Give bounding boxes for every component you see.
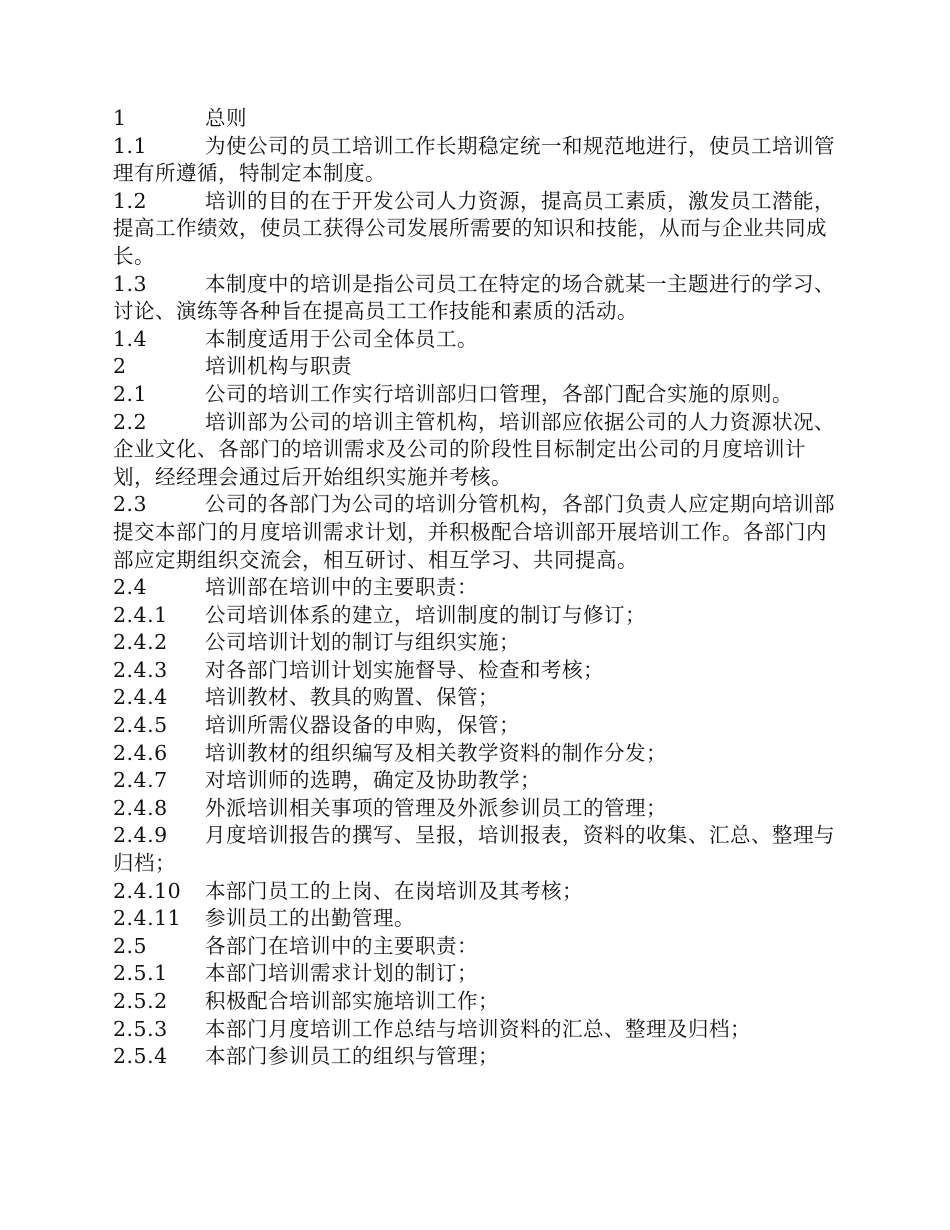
section-number: 2.1: [113, 381, 148, 406]
section-number: 2.4.4: [113, 685, 168, 710]
paragraph-text: 对培训师的选聘，确定及协助教学；: [205, 768, 541, 793]
section-number: 2.2: [113, 409, 148, 434]
paragraph-text: 本制度适用于公司全体员工。: [205, 326, 478, 351]
paragraph: [113, 933, 843, 961]
section-number: 2.4.8: [113, 795, 168, 820]
paragraph-text: 对各部门培训计划实施督导、检查和考核；: [205, 657, 604, 682]
section-number: 2.4.2: [113, 630, 168, 655]
paragraph-text: 培训教材、教具的购置、保管；: [205, 685, 499, 710]
paragraph-text: 本部门培训需求计划的制订；: [205, 961, 478, 986]
paragraph: [113, 684, 843, 712]
section-number: 1.1: [113, 133, 148, 158]
paragraph-text: 本部门员工的上岗、在岗培训及其考核；: [205, 878, 583, 903]
section-number: 2.5: [113, 933, 148, 958]
paragraph: [113, 271, 843, 326]
paragraph: [113, 767, 843, 795]
paragraph-text: 公司的培训工作实行培训部归口管理，各部门配合实施的原则。: [205, 381, 793, 406]
section-number: 1.3: [113, 271, 148, 296]
paragraph-text: 本部门参训员工的组织与管理；: [205, 1044, 499, 1069]
paragraph: [113, 133, 843, 188]
paragraph-text: 培训机构与职责: [205, 354, 352, 379]
paragraph: [113, 1016, 843, 1044]
section-number: 1.4: [113, 326, 148, 351]
paragraph-text: 培训所需仪器设备的申购，保管；: [205, 713, 520, 738]
section-number: 2.4.3: [113, 657, 168, 682]
paragraph-text: 为使公司的员工培训工作长期稳定统一和规范地进行，使员工培训管理有所遵循，特制定本制度。: [113, 133, 835, 186]
paragraph-text: 外派培训相关事项的管理及外派参训员工的管理；: [205, 795, 667, 820]
paragraph: [113, 574, 843, 602]
paragraph: [113, 381, 843, 409]
section-number: 2.3: [113, 492, 148, 517]
section-number: 1.2: [113, 188, 148, 213]
paragraph: [113, 353, 843, 381]
paragraph-text: 培训教材的组织编写及相关教学资料的制作分发；: [205, 740, 667, 765]
paragraph-text: 月度培训报告的撰写、呈报，培训报表，资料的收集、汇总、整理与归档；: [113, 823, 835, 876]
document-body: [113, 105, 843, 1071]
section-number: 1: [113, 106, 127, 130]
paragraph: [113, 188, 843, 271]
paragraph-text: 公司的各部门为公司的培训分管机构，各部门负责人应定期向培训部提交本部门的月度培训需求计划，并积极配合培训部开展培训工作。各部门内部应定期组织交流会，相互研讨、相互学习、共同提高。: [113, 492, 835, 572]
section-number: 2.4.10: [113, 878, 182, 903]
section-number: 2.5.1: [113, 961, 168, 986]
paragraph-text: 各部门在培训中的主要职责：: [205, 933, 478, 958]
section-number: 2.4: [113, 575, 148, 600]
paragraph: [113, 905, 843, 933]
paragraph: [113, 1043, 843, 1071]
paragraph: [113, 712, 843, 740]
section-number: 2.4.9: [113, 823, 168, 848]
section-number: 2.5.4: [113, 1044, 168, 1069]
paragraph: [113, 878, 843, 906]
paragraph: [113, 602, 843, 630]
section-number: 2.4.6: [113, 740, 168, 765]
paragraph-text: 积极配合培训部实施培训工作；: [205, 989, 499, 1013]
section-number: 2.5.3: [113, 1016, 168, 1041]
section-number: 2: [113, 354, 127, 379]
paragraph-text: 培训部为公司的培训主管机构，培训部应依据公司的人力资源状况、企业文化、各部门的培训需求及公司的阶段性目标制定出公司的月度培训计划，经经理会通过后开始组织实施并考核。: [113, 409, 835, 489]
paragraph: [113, 657, 843, 685]
paragraph-text: 公司培训体系的建立，培训制度的制订与修订；: [205, 602, 646, 627]
paragraph-text: 公司培训计划的制订与组织实施；: [205, 630, 520, 655]
paragraph: [113, 105, 843, 133]
paragraph: [113, 960, 843, 988]
paragraph: [113, 988, 843, 1016]
section-number: 2.4.5: [113, 713, 168, 738]
paragraph-text: 培训的目的在于开发公司人力资源，提高员工素质，激发员工潜能，提高工作绩效，使员工获得公司发展所需要的知识和技能，从而与企业共同成长。: [113, 188, 835, 268]
section-number: 2.4.11: [113, 906, 182, 931]
paragraph: [113, 326, 843, 354]
paragraph: [113, 740, 843, 768]
paragraph: [113, 491, 843, 574]
paragraph: [113, 822, 843, 877]
paragraph-text: 参训员工的出勤管理。: [205, 906, 415, 931]
section-number: 2.4.1: [113, 602, 168, 627]
paragraph-text: 本制度中的培训是指公司员工在特定的场合就某一主题进行的学习、讨论、演练等各种旨在提高员工工作技能和素质的活动。: [113, 271, 835, 324]
paragraph-text: 总则: [205, 106, 247, 130]
section-number: 2.5.2: [113, 989, 168, 1013]
paragraph: [113, 409, 843, 492]
paragraph-text: 培训部在培训中的主要职责：: [205, 575, 478, 600]
paragraph: [113, 629, 843, 657]
section-number: 2.4.7: [113, 768, 168, 793]
paragraph-text: 本部门月度培训工作总结与培训资料的汇总、整理及归档；: [205, 1016, 751, 1041]
paragraph: [113, 795, 843, 823]
